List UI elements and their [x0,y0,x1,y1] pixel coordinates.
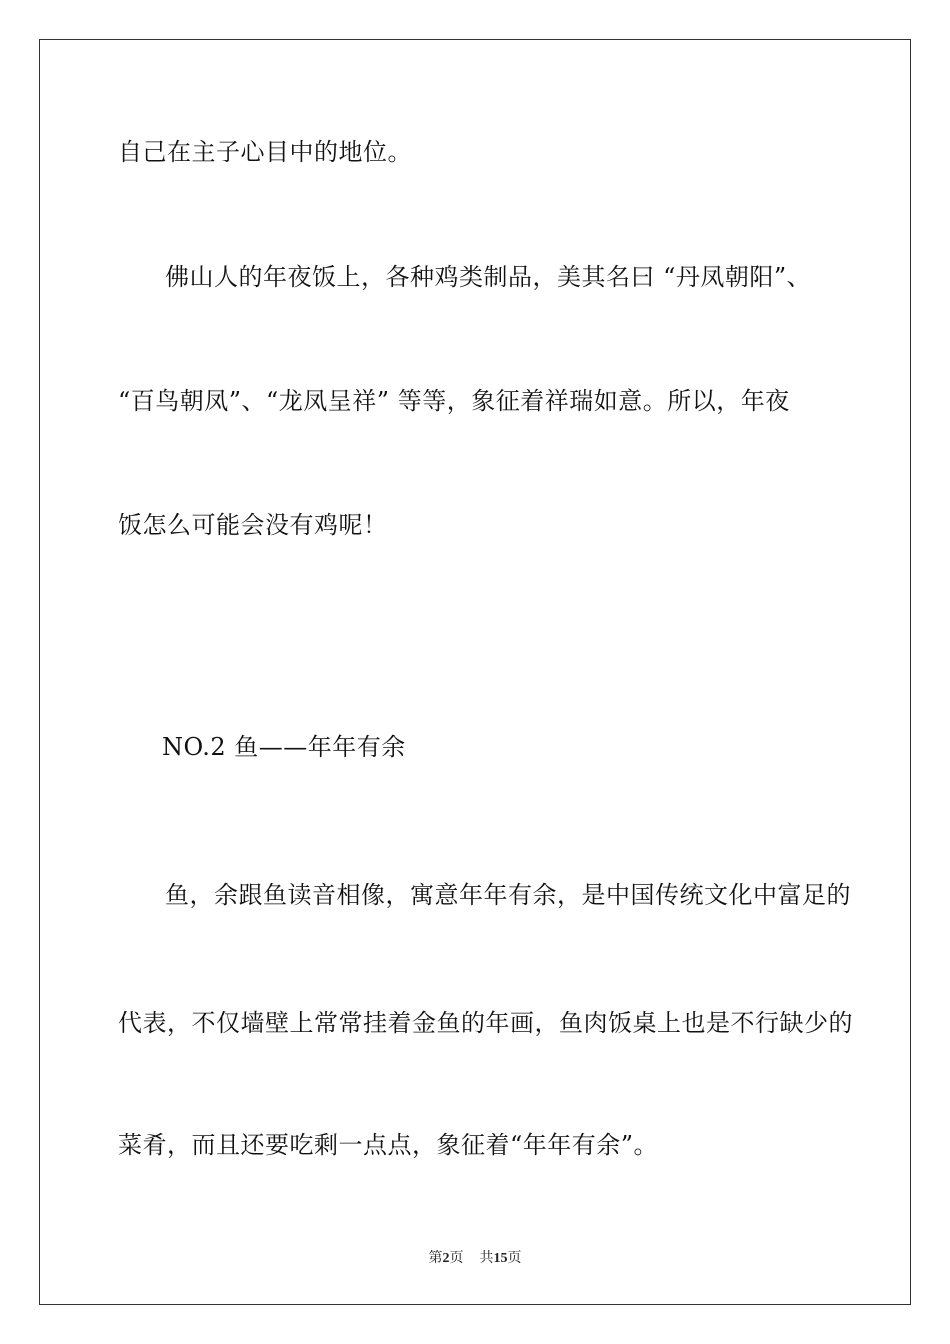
footer-page-current: 2 [442,1251,450,1266]
text-line-4: 饭怎么可能会没有鸡呢！ [118,511,388,539]
text-line-8: 菜肴，而且还要吃剩一点点，象征着“年年有余”。 [118,1131,659,1159]
footer-page-suffix: 页 [449,1251,464,1266]
page-footer [0,1247,950,1267]
footer-page-total: 15 [493,1251,508,1266]
text-line-2: 佛山人的年夜饭上，各种鸡类制品，美其名曰 “丹凤朝阳”、 [165,263,812,291]
footer-page-prefix: 第 [428,1251,443,1266]
text-line-7: 代表，不仅墙壁上常常挂着金鱼的年画，鱼肉饭桌上也是不行缺少的 [118,1009,853,1037]
footer-total-suffix: 页 [507,1251,522,1266]
section-heading: NO.2 鱼——年年有余 [162,733,406,761]
page-border [39,39,911,1305]
text-line-3: “百鸟朝凤”、“龙凤呈祥” 等等，象征着祥瑞如意。所以，年夜 [118,387,790,415]
text-line-6: 鱼，余跟鱼读音相像，寓意年年有余，是中国传统文化中富足的 [165,881,851,909]
footer-total-prefix: 共 [479,1251,494,1266]
text-line-1: 自己在主子心目中的地位。 [118,138,412,166]
